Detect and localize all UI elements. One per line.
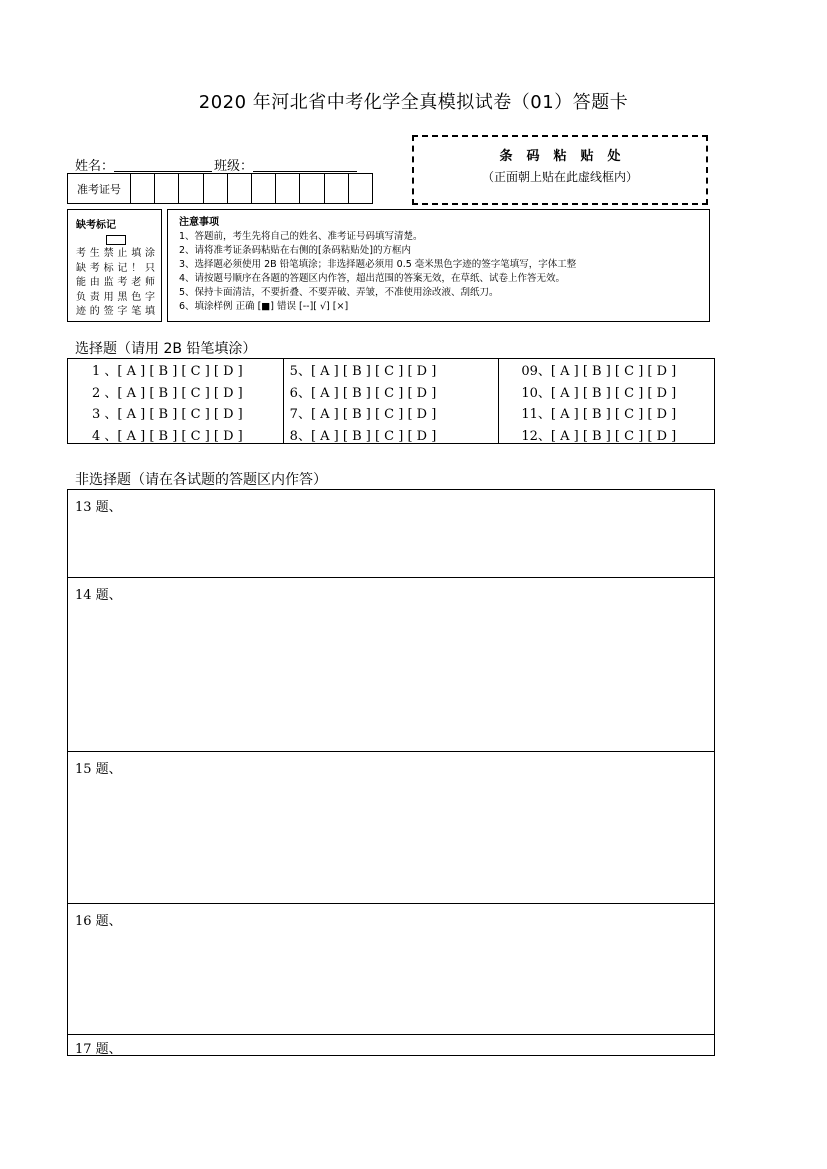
choice-question-row[interactable]: 6、[ A ] [ B ] [ C ] [ D ] bbox=[289, 385, 437, 401]
answer-area-14[interactable] bbox=[67, 577, 715, 751]
exam-number-cell[interactable] bbox=[131, 174, 155, 203]
answer-area-17[interactable] bbox=[67, 1034, 715, 1056]
note-item: 2、请将准考证条码粘贴在右侧的[条码粘贴处]的方框内 bbox=[179, 245, 411, 256]
page-title: 2020 年河北省中考化学全真模拟试卷（01）答题卡 bbox=[198, 92, 629, 113]
barcode-title: 条码粘贴处 bbox=[499, 149, 635, 164]
answer-area-label: 17 题、 bbox=[75, 1042, 122, 1057]
exam-number-cell[interactable] bbox=[276, 174, 300, 203]
choice-section-title: 选择题（请用 2B 铅笔填涂） bbox=[75, 341, 257, 357]
absent-mark-box bbox=[67, 209, 162, 322]
answer-area-15[interactable] bbox=[67, 751, 715, 903]
exam-number-cell[interactable] bbox=[252, 174, 276, 203]
absent-checkbox[interactable] bbox=[106, 235, 126, 245]
student-info-line bbox=[75, 155, 357, 174]
exam-number-cell[interactable] bbox=[204, 174, 228, 203]
choice-question-row[interactable]: 3 、[ A ] [ B ] [ C ] [ D ] bbox=[92, 407, 243, 422]
answer-area-label: 13 题、 bbox=[75, 500, 122, 515]
choice-question-row[interactable]: 11、[ A ] [ B ] [ C ] [ D ] bbox=[521, 407, 677, 422]
name-label: 姓名： bbox=[75, 159, 115, 174]
exam-number-cell[interactable] bbox=[155, 174, 179, 203]
exam-number-cell[interactable] bbox=[179, 174, 203, 203]
answer-area-16[interactable] bbox=[67, 903, 715, 1034]
absent-text-line: 缺考标记！只 bbox=[76, 262, 155, 274]
choice-question-row[interactable]: 12、[ A ] [ B ] [ C ] [ D ] bbox=[521, 428, 677, 444]
class-field[interactable] bbox=[253, 159, 357, 172]
absent-text-line: 迹的签字笔填 bbox=[76, 306, 155, 317]
choice-question-row[interactable]: 1 、[ A ] [ B ] [ C ] [ D ] bbox=[92, 364, 243, 379]
absent-text-line: 能由监考老师 bbox=[76, 277, 155, 288]
choice-question-row[interactable]: 2 、[ A ] [ B ] [ C ] [ D ] bbox=[92, 385, 243, 401]
name-field[interactable] bbox=[114, 159, 212, 172]
choice-question-row[interactable]: 4 、[ A ] [ B ] [ C ] [ D ] bbox=[92, 428, 243, 444]
exam-number-cell[interactable] bbox=[300, 174, 324, 203]
absent-text-line: 考生禁止填涂 bbox=[76, 248, 155, 259]
exam-number-cell[interactable] bbox=[228, 174, 252, 203]
exam-number-label: 准考证号 bbox=[68, 174, 131, 203]
note-item: 1、答题前，考生先将自己的姓名、准考证号码填写清楚。 bbox=[179, 231, 423, 242]
answer-area-label: 15 题、 bbox=[75, 762, 122, 777]
choice-question-row[interactable]: 09、[ A ] [ B ] [ C ] [ D ] bbox=[521, 364, 677, 379]
nonchoice-section-title: 非选择题（请在各试题的答题区内作答） bbox=[75, 472, 327, 488]
choice-answer-grid bbox=[67, 358, 715, 444]
answer-area-13[interactable] bbox=[67, 489, 715, 577]
note-item: 4、请按题号顺序在各题的答题区内作答，超出范围的答案无效，在草纸、试卷上作答无效。 bbox=[179, 273, 566, 284]
notes-title: 注意事项 bbox=[179, 217, 219, 228]
exam-number-cell[interactable] bbox=[349, 174, 372, 203]
choice-column bbox=[499, 359, 714, 443]
absent-title: 缺考标记 bbox=[76, 220, 116, 231]
class-label: 班级： bbox=[214, 159, 254, 174]
note-item: 5、保持卡面清洁，不要折叠、不要弄破、弄皱，不准使用涂改液、刮纸刀。 bbox=[179, 287, 499, 298]
notes-box bbox=[167, 209, 710, 322]
barcode-subtitle: （正面朝上贴在此虚线框内） bbox=[481, 170, 638, 184]
choice-question-row[interactable]: 8、[ A ] [ B ] [ C ] [ D ] bbox=[289, 428, 437, 444]
answer-area-label: 16 题、 bbox=[75, 914, 122, 929]
choice-question-row[interactable]: 7、[ A ] [ B ] [ C ] [ D ] bbox=[289, 407, 437, 422]
barcode-area bbox=[412, 135, 708, 205]
exam-number-cell[interactable] bbox=[325, 174, 349, 203]
absent-text-line: 负责用黑色字 bbox=[76, 291, 155, 303]
answer-area-label: 14 题、 bbox=[75, 588, 122, 603]
choice-column bbox=[68, 359, 284, 443]
note-item: 6、填涂样例 正确 [■] 错误 [--][ √] [×] bbox=[179, 301, 349, 312]
note-item: 3、选择题必须使用 2B 铅笔填涂；非选择题必须用 0.5 毫米黑色字迹的签字笔填写，字体工整 bbox=[179, 259, 577, 270]
choice-column bbox=[284, 359, 500, 443]
choice-question-row[interactable]: 10、[ A ] [ B ] [ C ] [ D ] bbox=[521, 385, 677, 401]
exam-number-grid bbox=[67, 173, 373, 204]
choice-question-row[interactable]: 5、[ A ] [ B ] [ C ] [ D ] bbox=[289, 364, 437, 379]
